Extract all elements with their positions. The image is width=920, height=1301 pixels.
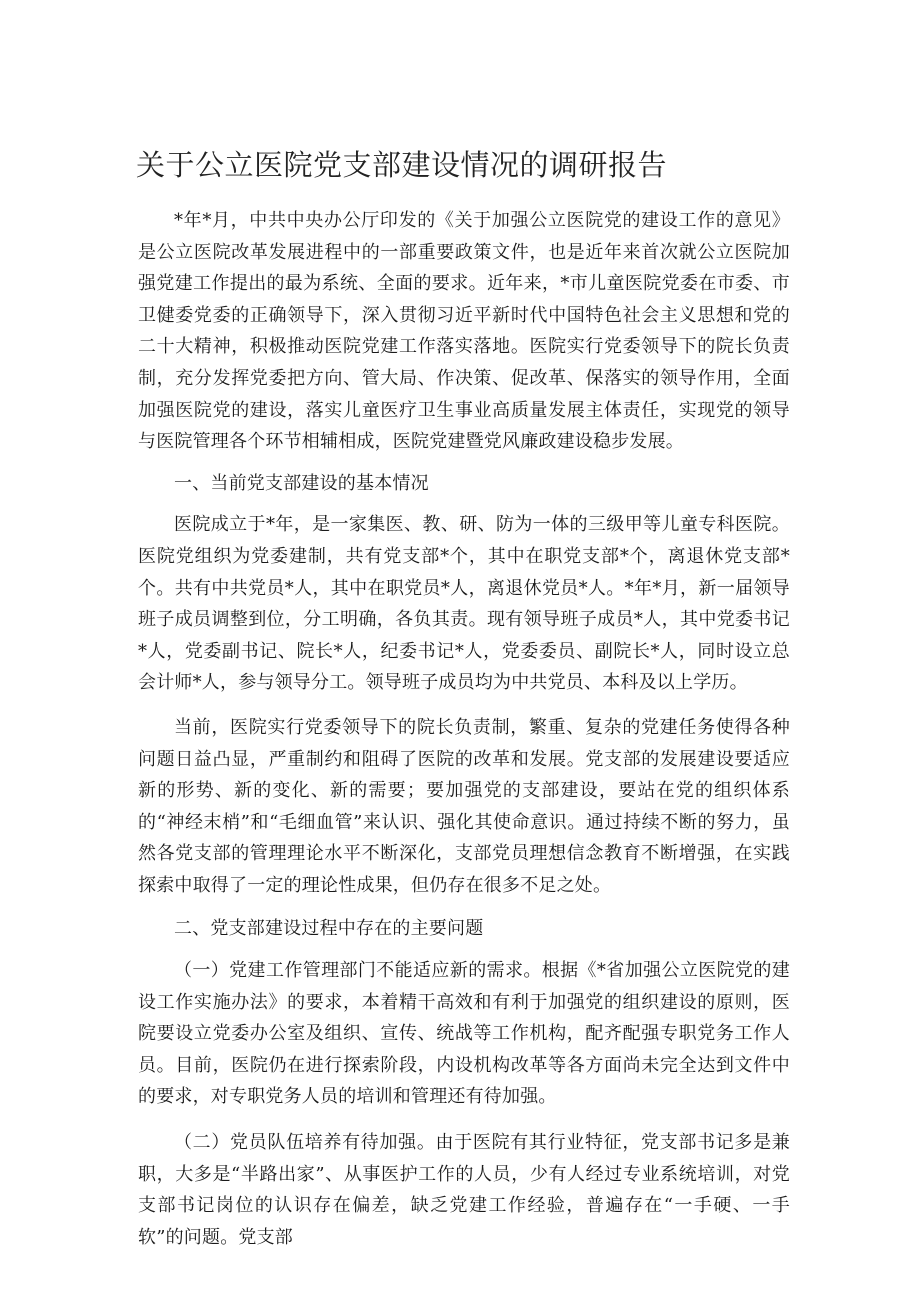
- paragraph-hospital-overview: 医院成立于*年，是一家集医、教、研、防为一体的三级甲等儿童专科医院。医院党组织为党委建制，共有党支部*个，其中在职党支部*个，离退休党支部*个。共有中共党员*人，其中在职党员*人，离退休党员*人。*年*月，新一届领导班子成员调整到位，分工明确，各负其责。现有领导班子成员*人，其中党委书记*人，党委副书记、院长*人，纪委书记*人，党委委员、副院长*人，同时设立总会计师*人，参与领导分工。领导班子成员均为中共党员、本科及以上学历。: [138, 514, 790, 694]
- intro-paragraph: *年*月，中共中央办公厅印发的《关于加强公立医院党的建设工作的意见》是公立医院改革发展进程中的一部重要政策文件，也是近年来首次就公立医院加强党建工作提出的最为系统、全面的要求。近年来，*市儿童医院党委在市委、市卫健委党委的正确领导下，深入贯彻习近平新时代中国特色社会主义思想和党的二十大精神，积极推动医院党建工作落实落地。医院实行党委领导下的院长负责制，充分发挥党委把方向、管大局、作决策、促改革、保落实的领导作用，全面加强医院党的建设，落实儿童医疗卫生事业高质量发展主体责任，实现党的领导与医院管理各个环节相辅相成，医院党建暨党风廉政建设稳步发展。: [138, 210, 790, 453]
- paragraph-current-situation: 当前，医院实行党委领导下的院长负责制，繁重、复杂的党建任务使得各种问题日益凸显，严重制约和阻碍了医院的改革和发展。党支部的发展建设要适应新的形势、新的变化、新的需要；要加强党的支部建设，要站在党的组织体系的“神经末梢”和“毛细血管”来认识、强化其使命意识。通过持续不断的努力，虽然各党支部的管理理论水平不断深化，支部党员理想信念教育不断增强，在实践探索中取得了一定的理论性成果，但仍存在很多不足之处。: [138, 716, 790, 896]
- section-heading-2: 二、党支部建设过程中存在的主要问题: [174, 918, 484, 940]
- paragraph-problem-2: （二）党员队伍培养有待加强。由于医院有其行业特征，党支部书记多是兼职，大多是“半路出家”、从事医护工作的人员，少有人经过专业系统培训，对党支部书记岗位的认识存在偏差，缺乏党建工作经验，普遍存在“一手硬、一手软”的问题。党支部: [138, 1132, 790, 1248]
- paragraph-problem-1: （一）党建工作管理部门不能适应新的需求。根据《*省加强公立医院党的建设工作实施办法》的要求，本着精干高效和有利于加强党的组织建设的原则，医院要设立党委办公室及组织、宣传、统战等工作机构，配齐配强专职党务工作人员。目前，医院仍在进行探索阶段，内设机构改革等各方面尚未完全达到文件中的要求，对专职党务人员的培训和管理还有待加强。: [138, 960, 790, 1108]
- document-title: 关于公立医院党支部建设情况的调研报告: [136, 148, 668, 182]
- document-body: [138, 205, 790, 1253]
- section-heading-1: 一、当前党支部建设的基本情况: [174, 472, 429, 494]
